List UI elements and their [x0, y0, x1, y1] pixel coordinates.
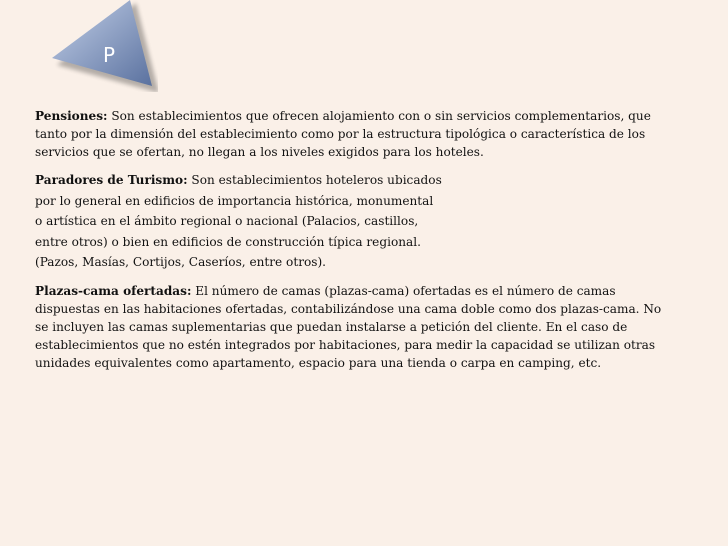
text-line: dispuestas en las habitaciones ofertadas, contabilizándose una cama doble como dos plazas-cama. No: [35, 301, 662, 316]
text-line: establecimientos que no estén integrados por habitaciones, para medir la capacidad se utilizan otras: [35, 337, 656, 352]
paragraph-pensiones: [35, 107, 685, 161]
text-line: servicios que se ofertan, no llegan a los niveles exigidos para los hoteles.: [35, 145, 484, 159]
text-line: o artística en el ámbito regional o nacional (Palacios, castillos,: [35, 214, 419, 228]
text-line: Pensiones: Son establecimientos que ofrecen alojamiento con o sin servicios complementarios, que: [35, 109, 651, 123]
text-line: Paradores de Turismo: Son establecimientos hoteleros ubicados: [35, 173, 442, 187]
logo-triangle: [46, 0, 158, 92]
triangle-logo-icon: [46, 0, 158, 92]
text-line: tanto por la dimensión del establecimiento como por la estructura tipológica o característica de los: [35, 127, 646, 141]
text-line: (Pazos, Masías, Cortijos, Caseríos, entre otros).: [35, 255, 327, 269]
text-line: Plazas-cama ofertadas: El número de camas (plazas-cama) ofertadas es el número de camas: [35, 283, 616, 298]
text-line: unidades equivalentes como apartamento, espacio para una tienda o carpa en camping, etc.: [35, 355, 602, 370]
paragraph-plazas-cama: [35, 282, 685, 372]
term-pensiones: Pensiones:: [35, 109, 108, 123]
logo-letter: P: [102, 43, 116, 67]
term-paradores: Paradores de Turismo:: [35, 173, 188, 187]
text-line: entre otros) o bien en edificios de construcción típica regional.: [35, 234, 421, 249]
term-plazas-cama: Plazas-cama ofertadas:: [35, 283, 192, 298]
paragraph-paradores: [35, 170, 685, 273]
text-body: [35, 107, 685, 381]
text-line: por lo general en edificios de importancia histórica, monumental: [35, 193, 434, 208]
text-line: se incluyen las camas suplementarias que puedan instalarse a petición del cliente. En el caso de: [35, 319, 628, 334]
